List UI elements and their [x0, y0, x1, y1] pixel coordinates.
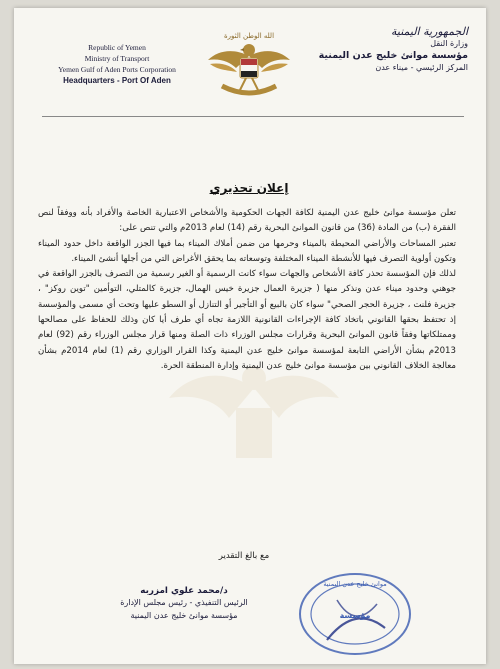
official-stamp-icon [297, 570, 413, 658]
yemen-eagle-emblem-icon [204, 20, 294, 110]
closing-regards: مع بالغ التقدير [218, 551, 270, 561]
paragraph-law-quote: تعتبر المساحات والأراضي المحيطة بالميناء وحرمها من ضمن أملاك الميناء بما فيها الجزر الواقعة داخل حدود الميناء وتكون أولوية التصرف فيها للأنشطة الميناء المختلفة وتوسعاته بما يحقق الأغراض التي من أجلها أنشئ الميناء. [38, 238, 456, 264]
header-arabic [308, 26, 468, 74]
country-name: Republic of Yemen [88, 43, 146, 52]
notice-body [38, 206, 456, 374]
corporation-name-arabic: مؤسسة موانئ خليج عدن اليمنية [318, 50, 468, 61]
stamp-inner-text: مؤسسة [339, 611, 371, 620]
country-name-arabic: الجمهورية اليمنية [390, 25, 468, 38]
signatory-organization: مؤسسة موانئ خليج عدن اليمنية [130, 611, 238, 620]
stamp-outer-text: موانئ خليج عدن اليمنية [323, 580, 387, 588]
notice-title: إعلان تحذيري [209, 181, 289, 195]
header-divider [42, 116, 464, 117]
signatory-name: د/محمد علوي امزربه [140, 586, 228, 596]
corporation-name: Yemen Gulf of Aden Ports Corporation [58, 65, 176, 74]
paragraph-intro: تعلن مؤسسة موانئ خليج عدن اليمنية لكافة الجهات الحكومية والأشخاص الاعتبارية الخاصة والأفراد بأنه ووفقاً لنص الفقرة (ب) من المادة (36) من قانون الموانئ البحرية رقم (14) لعام 2013م والتي تنص على: [38, 208, 456, 234]
ministry-name-arabic: وزارة النقل [430, 39, 468, 48]
emblem-motto: الله الوطن الثورة [223, 32, 275, 40]
signature-block [74, 586, 294, 622]
ministry-name: Ministry of Transport [84, 54, 150, 63]
paragraph-warning: لذلك فإن المؤسسة تحذر كافة الأشخاص والجهات سواء كانت الرسمية أو الغير رسمية من التصرف بالجزر الواقعة في جوهني وحدود ميناء عدن ونذكر منها ( جزيرة العمال جزيرة خيس الهمال، جزيرة كالمتلي، التوأمين "توين روكز" ، جزيرة فلنت ، جزيرة الحجر الصحي" سواء كان بالبيع أو التأجير أو التنازل أو السطو عليها وتحت أي مسمى والمؤسسة إذ تحتفظ بحقها القانوني باتخاذ كافة الإجراءات القانونية اللازمة تجاه أي طرف أيا كان وذلك للحفاظ على مصالحها وممتلكاتها وفقاً قانون الموانئ البحرية وقرارات مجلس الوزراء ذات الصلة ومنها قرار مجلس الوزراء رقم (92) لعام 2013م بشأن الأراضي التابعة لمؤسسة موانئ خليج عدن اليمنية وكذا القرار الوزاري رقم (1) لعام 2014م بشأن معالجة الخلاف القانوني بين مؤسسة موانئ خليج عدن اليمنية وإدارة المنطقة الحرة. [38, 269, 456, 371]
headquarters-arabic: المركز الرئيسي - ميناء عدن [375, 63, 468, 72]
headquarters-label: Headquarters - Port Of Aden [63, 76, 171, 85]
header-english [42, 42, 192, 86]
signatory-role: الرئيس التنفيذي - رئيس مجلس الإدارة [120, 598, 248, 607]
document-page [14, 8, 486, 664]
